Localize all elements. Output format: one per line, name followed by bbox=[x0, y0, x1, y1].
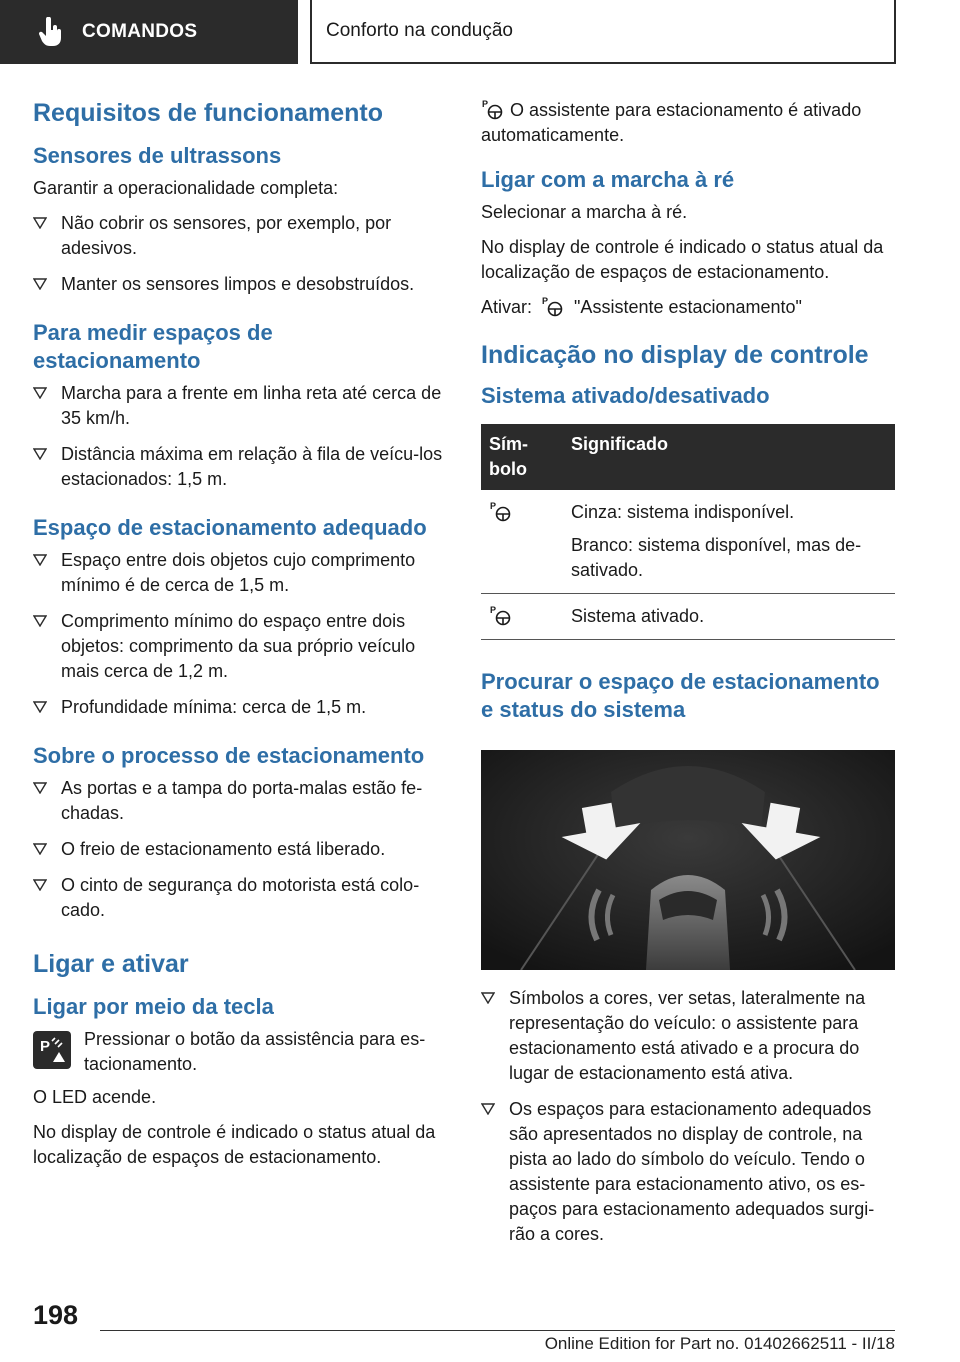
section-title: COMANDOS bbox=[82, 21, 198, 42]
list-item: Os espaços para estacionamento adequados são apresentados no display de controle, na pista ao lado do símbolo do veículo. Tendo o assistente para estacionamento ativo, os es-paços para estacionamento adequados surgi-rão a cores. bbox=[481, 1097, 895, 1247]
list-item: As portas e a tampa do porta-malas estão fe-chadas. bbox=[33, 776, 443, 826]
list-item: Distância máxima em relação à fila de veícu-los estacionados: 1,5 m. bbox=[33, 442, 443, 492]
list-espaco bbox=[33, 548, 443, 720]
triangle-bullet-icon bbox=[481, 992, 495, 1004]
heading-indicacao: Indicação no display de controle bbox=[481, 341, 869, 369]
triangle-bullet-icon bbox=[33, 387, 47, 399]
paragraph-ativar: Ativar: "Assistente estacionamento" bbox=[481, 297, 802, 317]
park-assist-active-icon bbox=[489, 604, 513, 626]
triangle-bullet-icon bbox=[33, 701, 47, 713]
paragraph-garantir: Garantir a operacionalidade completa: bbox=[33, 178, 339, 198]
park-assist-button-icon bbox=[33, 1031, 71, 1069]
triangle-bullet-icon bbox=[33, 448, 47, 460]
list-item: Marcha para a frente em linha reta até cerca de 35 km/h. bbox=[33, 381, 443, 431]
heading-procurar: Procurar o espaço de estacionamento e status do sistema bbox=[481, 669, 880, 722]
hand-pointer-icon bbox=[34, 15, 68, 49]
heading-medir: Para medir espaços de estacionamento bbox=[33, 320, 273, 373]
list-item: O freio de estacionamento está liberado. bbox=[33, 837, 443, 862]
parking-display-image bbox=[481, 750, 895, 970]
triangle-bullet-icon bbox=[33, 782, 47, 794]
page-number: 198 bbox=[33, 1300, 79, 1330]
heading-processo: Sobre o processo de estacionamento bbox=[33, 743, 425, 768]
heading-tecla: Ligar por meio da tecla bbox=[33, 994, 274, 1019]
section-header bbox=[0, 0, 298, 64]
triangle-bullet-icon bbox=[33, 554, 47, 566]
list-medir bbox=[33, 381, 443, 492]
list-item: Não cobrir os sensores, por exemplo, por adesivos. bbox=[33, 211, 443, 261]
list-sensores bbox=[33, 211, 443, 297]
park-assist-icon bbox=[489, 500, 513, 522]
paragraph-selecionar: Selecionar a marcha à ré. bbox=[481, 202, 688, 222]
heading-requisitos: Requisitos de funcionamento bbox=[33, 99, 384, 127]
symbol-table bbox=[481, 424, 895, 640]
list-item: O cinto de segurança do motorista está colo-cado. bbox=[33, 873, 443, 923]
svg-text:P: P bbox=[40, 1038, 51, 1055]
heading-ligar: Ligar e ativar bbox=[33, 950, 189, 978]
table-header-meaning: Significado bbox=[563, 424, 895, 490]
triangle-bullet-icon bbox=[33, 278, 47, 290]
list-item: Manter os sensores limpos e desobstruídos. bbox=[33, 272, 443, 297]
button-instruction bbox=[33, 1027, 443, 1077]
footer-divider bbox=[100, 1330, 895, 1331]
heading-marcha: Ligar com a marcha à ré bbox=[481, 167, 735, 192]
paragraph-auto: O assistente para estacionamento é ativado automaticamente. bbox=[481, 100, 862, 145]
left-column bbox=[33, 98, 443, 1180]
park-assist-icon bbox=[481, 98, 505, 120]
list-item: Espaço entre dois objetos cujo comprimento mínimo é de cerca de 1,5 m. bbox=[33, 548, 443, 598]
chapter-title: Conforto na condução bbox=[326, 20, 513, 41]
park-assist-icon bbox=[541, 295, 565, 317]
chapter-header bbox=[310, 0, 896, 64]
paragraph-display-right: No display de controle é indicado o status atual da localização de espaços de estacionamento. bbox=[481, 237, 884, 282]
paragraph-led: O LED acende. bbox=[33, 1087, 157, 1107]
triangle-bullet-icon bbox=[481, 1103, 495, 1115]
table-row: Cinza: sistema indisponível. Branco: sistema disponível, mas de-sativado. bbox=[481, 490, 895, 594]
list-item: Símbolos a cores, ver setas, lateralmente na representação do veículo: o assistente para estacionamento está ativado e a procura do lugar de estacionamento está ativa. bbox=[481, 986, 895, 1086]
triangle-bullet-icon bbox=[33, 217, 47, 229]
paragraph-pressionar: Pressionar o botão da assistência para es-tacionamento. bbox=[84, 1029, 426, 1074]
heading-sistema: Sistema ativado/desativado bbox=[481, 383, 770, 408]
triangle-bullet-icon bbox=[33, 879, 47, 891]
triangle-bullet-icon bbox=[33, 843, 47, 855]
table-row: Sistema ativado. bbox=[481, 594, 895, 640]
list-procurar bbox=[481, 986, 895, 1247]
triangle-bullet-icon bbox=[33, 615, 47, 627]
list-item: Profundidade mínima: cerca de 1,5 m. bbox=[33, 695, 443, 720]
heading-sensores: Sensores de ultrassons bbox=[33, 143, 282, 168]
footer-edition: Online Edition for Part no. 01402662511 - II/18 bbox=[544, 1334, 895, 1353]
heading-espaco: Espaço de estacionamento adequado bbox=[33, 515, 427, 540]
table-header-symbol: Sím-bolo bbox=[481, 424, 563, 490]
paragraph-display: No display de controle é indicado o status atual da localização de espaços de estacionamento. bbox=[33, 1122, 436, 1167]
list-processo bbox=[33, 776, 443, 923]
list-item: Comprimento mínimo do espaço entre dois objetos: comprimento da sua próprio veículo mais cerca de 1,2 m. bbox=[33, 609, 443, 684]
right-column bbox=[481, 98, 895, 1258]
